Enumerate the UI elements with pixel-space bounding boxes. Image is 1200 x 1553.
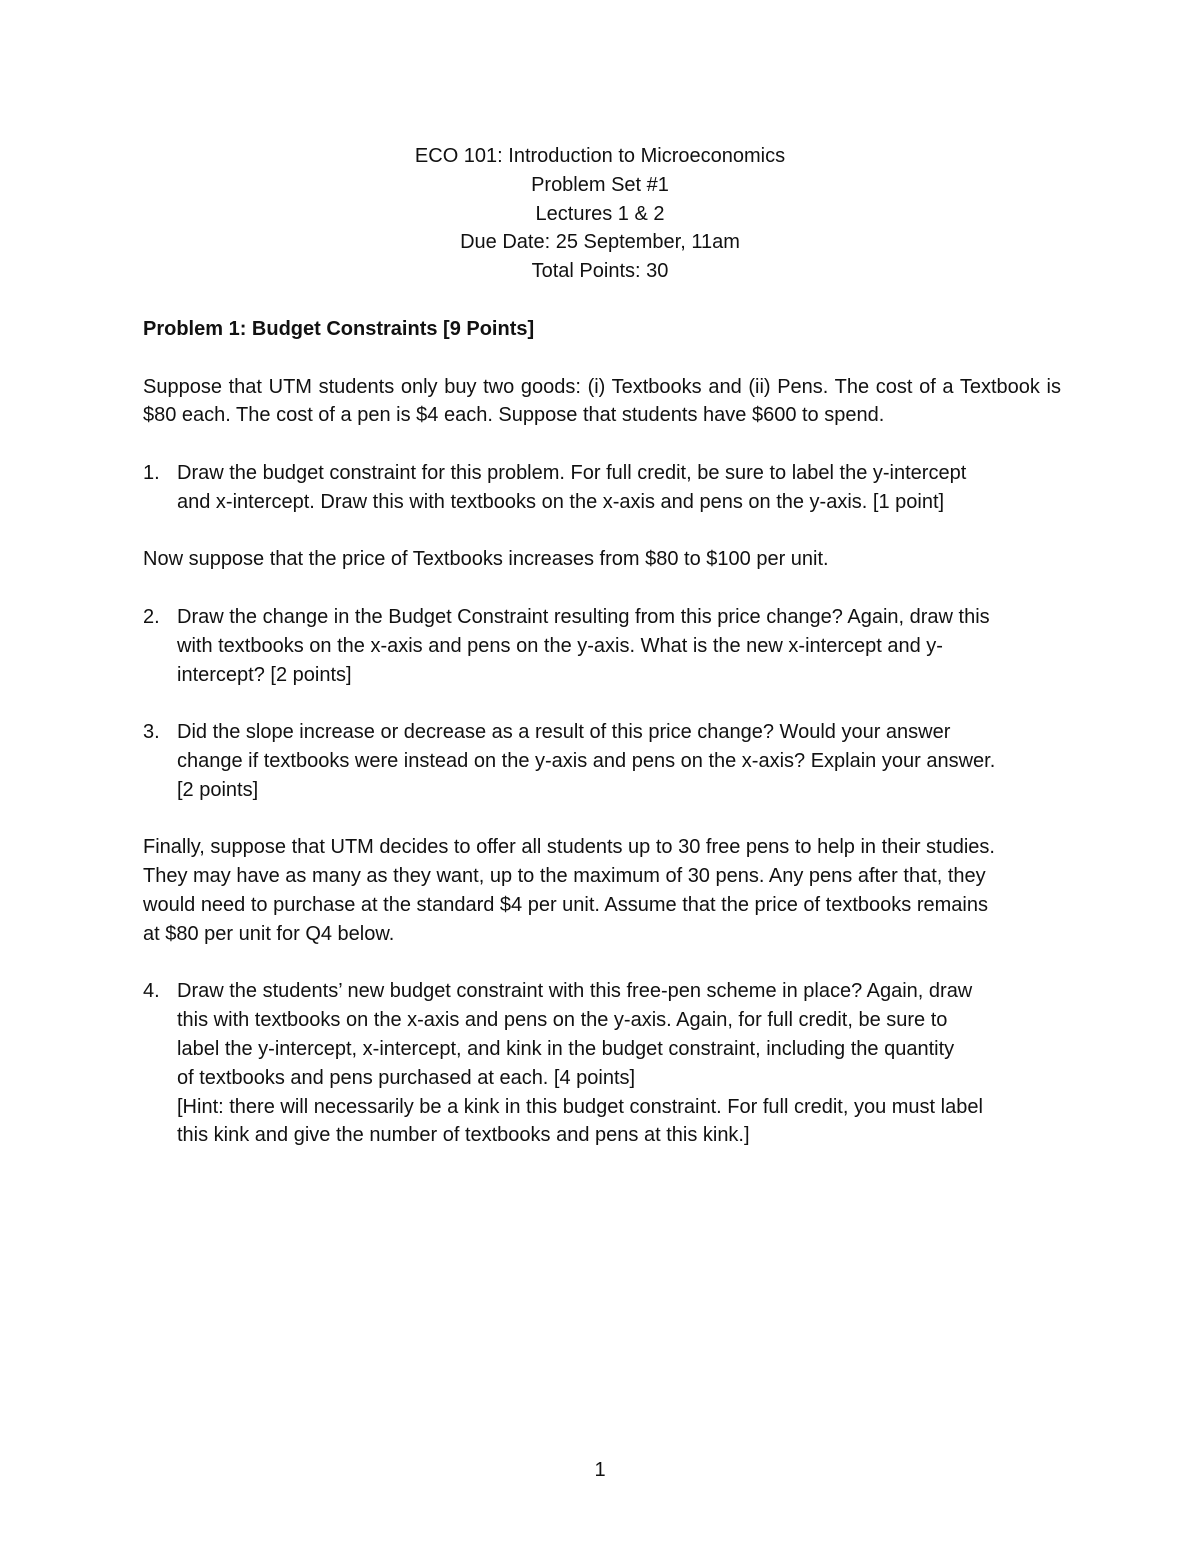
paragraph-line: would need to purchase at the standard $4 per unit. Assume that the price of textbooks remains — [143, 893, 988, 916]
problem-set-title: Problem Set #1 — [531, 173, 669, 196]
question-number: 4. — [143, 980, 160, 1003]
question-2 — [143, 603, 1061, 689]
price-change-statement: Now suppose that the price of Textbooks increases from $80 to $100 per unit. — [143, 548, 829, 571]
question-line: Did the slope increase or decrease as a result of this price change? Would your answer — [177, 721, 951, 744]
question-line: Draw the budget constraint for this problem. For full credit, be sure to label the y-intercept — [177, 461, 967, 484]
problem-1-heading: Problem 1: Budget Constraints [9 Points] — [143, 318, 535, 340]
question-line: of textbooks and pens purchased at each. [4 points] — [177, 1066, 636, 1089]
hint-line: this kink and give the number of textbooks and pens at this kink.] — [177, 1124, 750, 1147]
question-number: 2. — [143, 605, 160, 628]
paragraph-line: at $80 per unit for Q4 below. — [143, 922, 395, 945]
question-line: Draw the change in the Budget Constraint resulting from this price change? Again, draw this — [177, 605, 990, 628]
question-number: 3. — [143, 721, 160, 744]
question-4 — [143, 977, 1061, 1150]
question-number: 1. — [143, 461, 160, 484]
hint-line: [Hint: there will necessarily be a kink in this budget constraint. For full credit, you must label — [177, 1095, 983, 1118]
problem-1-intro: Suppose that UTM students only buy two goods: (i) Textbooks and (ii) Pens. The cost of a Textbook is $80 each. The cost of a pen is $4 each. Suppose that students have $600 to spend. — [143, 375, 1061, 427]
paragraph-line: Finally, suppose that UTM decides to offer all students up to 30 free pens to help in their studies. — [143, 836, 995, 859]
question-line: this with textbooks on the x-axis and pens on the y-axis. Again, for full credit, be sure to — [177, 1009, 948, 1032]
question-line: change if textbooks were instead on the y-axis and pens on the x-axis? Explain your answer. — [177, 749, 996, 772]
question-line: Draw the students’ new budget constraint with this free-pen scheme in place? Again, draw — [177, 980, 973, 1003]
question-line: [2 points] — [177, 778, 259, 801]
question-line: intercept? [2 points] — [177, 663, 352, 686]
total-points-line: Total Points: 30 — [531, 260, 669, 283]
course-title: ECO 101: Introduction to Microeconomics — [414, 145, 786, 167]
question-line: and x-intercept. Draw this with textbooks on the x-axis and pens on the y-axis. [1 point] — [177, 490, 945, 513]
document-body — [143, 315, 1061, 1179]
page-number: 1 — [594, 1459, 606, 1481]
question-line: with textbooks on the x-axis and pens on the y-axis. What is the new x-intercept and y- — [177, 634, 943, 657]
question-1 — [143, 459, 1061, 517]
free-pen-scheme-statement — [143, 833, 1061, 948]
paragraph-line: They may have as many as they want, up to the maximum of 30 pens. Any pens after that, they — [143, 865, 986, 888]
question-line: label the y-intercept, x-intercept, and kink in the budget constraint, including the quantity — [177, 1037, 955, 1060]
lectures-line: Lectures 1 & 2 — [535, 202, 665, 225]
question-3 — [143, 718, 1061, 804]
due-date-line: Due Date: 25 September, 11am — [460, 231, 740, 254]
document-header — [0, 142, 1200, 286]
